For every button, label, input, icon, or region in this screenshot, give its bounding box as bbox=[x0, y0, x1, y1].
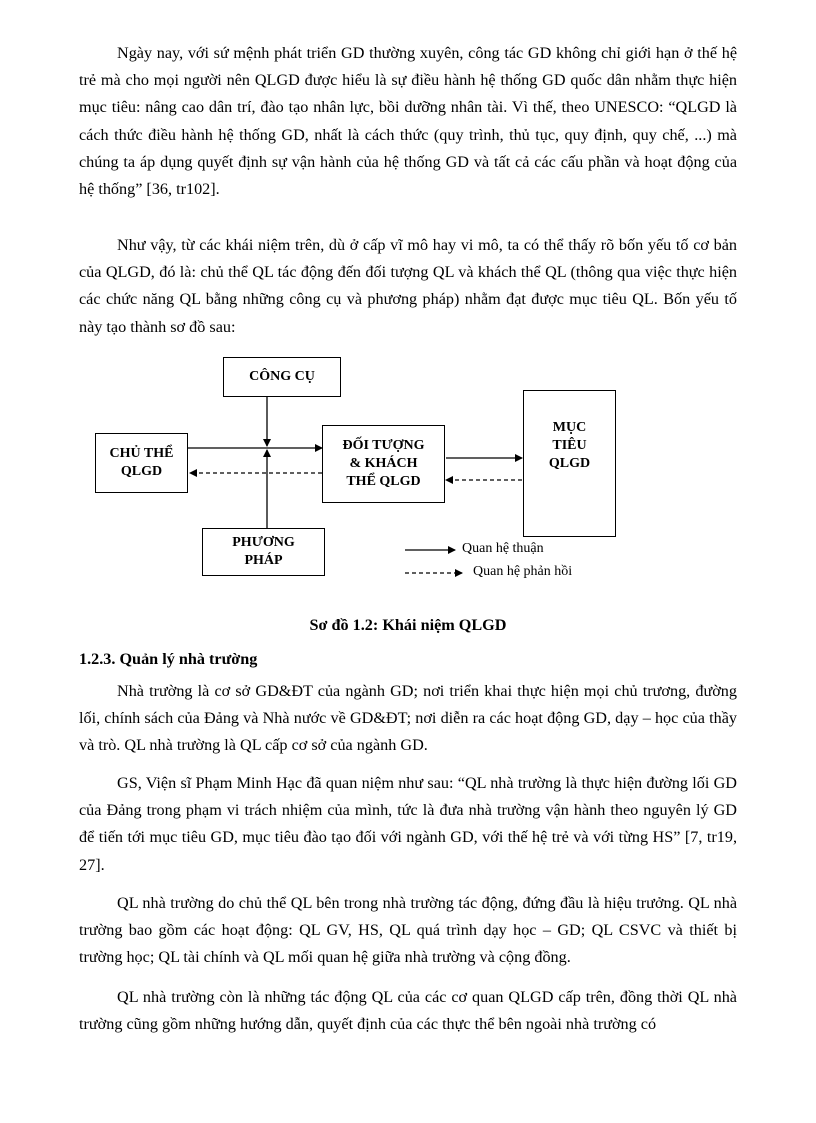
diagram-caption: Sơ đồ 1.2: Khái niệm QLGD bbox=[309, 616, 507, 634]
label-doi-tuong-line3: THỂ QLGD bbox=[346, 474, 421, 489]
label-muc-tieu-line1: MỤC bbox=[552, 420, 587, 435]
paragraph-chu-the-ql: QL nhà trường do chủ thể QL bên trong nhà trường tác động, đứng đầu là hiệu trưởng. QL nhà trường bao gồm các hoạt động: QL GV, HS, QL quá trình dạy học – GD; QL CSVC và thiết bị trường học; QL tài chính và QL mối quan hệ giữa nhà trường và cộng đồng. bbox=[79, 894, 737, 967]
legend-forward-label: Quan hệ thuận bbox=[462, 541, 544, 556]
paragraph-co-quan-cap-tren: QL nhà trường còn là những tác động QL của các cơ quan QLGD cấp trên, đồng thời QL nhà trường cũng gồm những hướng dẫn, quyết định của các thực thể bên ngoài nhà trường có bbox=[79, 988, 737, 1034]
paragraph-nha-truong: Nhà trường là cơ sở GD&ĐT của ngành GD; nơi triển khai thực hiện mọi chủ trương, đường lối, chính sách của Đảng và Nhà nước về GD&ĐT; nơi diễn ra các hoạt động GD, dạy – học của thầy và trò. QL nhà trường là QL cấp cơ sở của ngành GD. bbox=[79, 682, 737, 755]
label-muc-tieu-line2: TIÊU bbox=[552, 438, 587, 453]
box-doi-tuong-khach-the bbox=[322, 425, 445, 503]
label-doi-tuong-line2: & KHÁCH bbox=[349, 456, 418, 471]
label-chu-the-line2: QLGD bbox=[120, 464, 163, 479]
label-doi-tuong-line1: ĐỐI TƯỢNG bbox=[342, 438, 425, 453]
box-phuong-phap bbox=[202, 528, 325, 576]
box-muc-tieu-qlgd bbox=[523, 390, 616, 537]
label-cong-cu: CÔNG CỤ bbox=[249, 369, 315, 384]
legend-feedback-label: Quan hệ phản hồi bbox=[473, 564, 573, 579]
section-heading: 1.2.3. Quản lý nhà trường bbox=[79, 650, 258, 668]
label-chu-the-line1: CHỦ THỂ bbox=[109, 446, 174, 461]
paragraph-intro-unesco: Ngày nay, với sứ mệnh phát triển GD thường xuyên, công tác GD không chỉ giới hạn ở thế hệ trẻ mà cho mọi người nên QLGD được hiểu là sự điều hành hệ thống GD quốc dân nhằm thực hiện mục tiêu: nâng cao dân trí, đào tạo nhân lực, bồi dưỡng nhân tài. Vì thế, theo UNESCO: “QLGD là cách thức điều hành hệ thống GD, nhất là cách thức (quy trình, thủ tục, quy định, quy chế, ...) mà chúng ta áp dụng quyết định sự vận hành của hệ thống GD và tất cả các cấu phần và hoạt động của hệ thống” [36, tr102]. bbox=[79, 44, 737, 199]
box-chu-the-qlgd bbox=[95, 433, 188, 493]
label-muc-tieu-line3: QLGD bbox=[548, 456, 591, 471]
label-phuong-phap-line1: PHƯƠNG bbox=[232, 535, 295, 550]
label-phuong-phap-line2: PHÁP bbox=[244, 553, 283, 568]
paragraph-pham-minh-hac: GS, Viện sĩ Phạm Minh Hạc đã quan niệm như sau: “QL nhà trường là thực hiện đường lối GD của Đảng trong phạm vi trách nhiệm của mình, tức là đưa nhà trường vận hành theo nguyên lý GD để tiến tới mục tiêu GD, mục tiêu đào tạo đối với ngành GD, với thế hệ trẻ và với từng HS” [7, tr19, 27]. bbox=[79, 774, 737, 874]
paragraph-four-elements: Như vậy, từ các khái niệm trên, dù ở cấp vĩ mô hay vi mô, ta có thể thấy rõ bốn yếu tố cơ bản của QLGD, đó là: chủ thể QL tác động đến đối tượng QL và khách thể QL (thông qua việc thực hiện các chức năng QL bằng những công cụ và phương pháp) nhằm đạt được mục tiêu QL. Bốn yếu tố này tạo thành sơ đồ sau: bbox=[79, 236, 737, 336]
box-cong-cu bbox=[223, 357, 341, 397]
